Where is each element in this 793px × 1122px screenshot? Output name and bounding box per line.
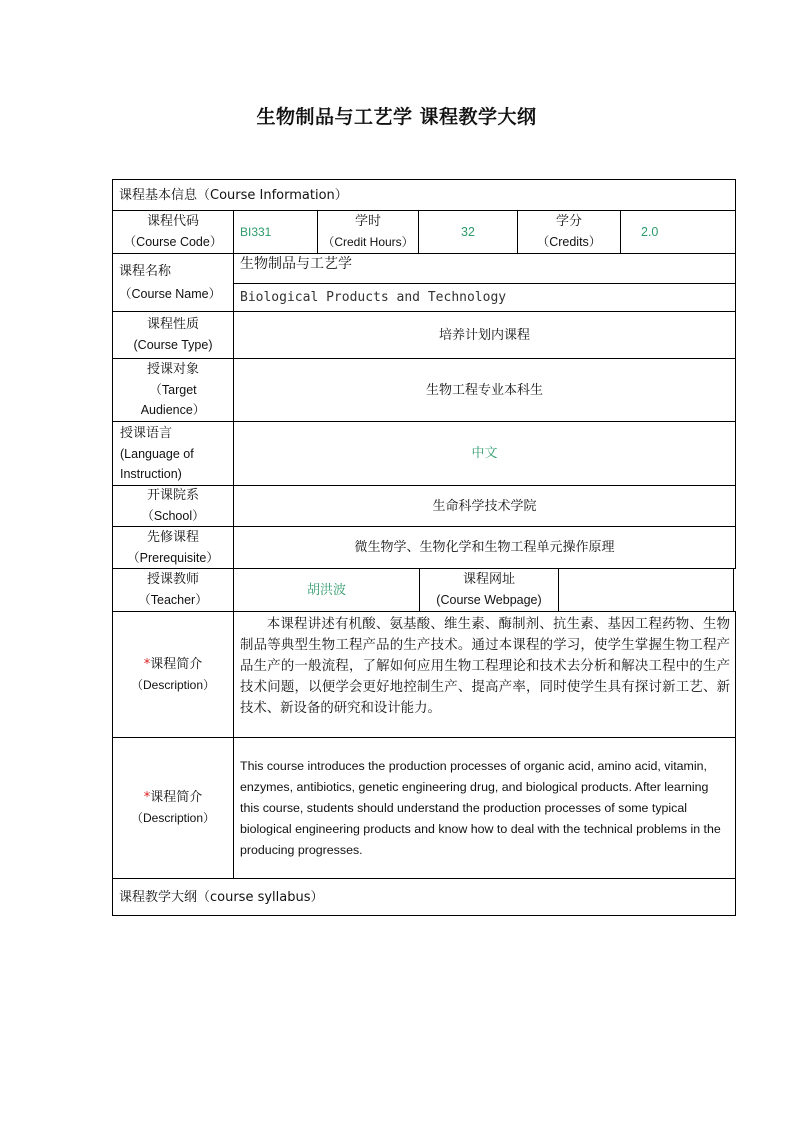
description-cn-label-cell — [112, 611, 234, 738]
hours-label-cell — [317, 210, 419, 254]
teacher-value: 胡洪波 — [306, 582, 346, 598]
language-value: 中文 — [471, 446, 498, 461]
type-label-cn: 课程性质 — [146, 317, 199, 332]
description-en-label-en: （Description） — [130, 811, 216, 825]
school-value: 生命科学技术学院 — [432, 498, 537, 514]
credit-hours-value: 32 — [461, 224, 475, 239]
hours-value-cell — [418, 210, 518, 254]
description-cn-text: 本课程讲述有机酸、氨基酸、维生素、酶制剂、抗生素、基因工程药物、生物制品等典型生物工程产品的生产技术。通过本课程的学习，使学生掌握生物工程产品生产的一般流程，了解如何应用生物工程理论和技术去分析和解决工程中的生产技术问题，以便学会更好地控制生产、提高产率，同时使学生具有探讨新工艺、新技术、新设备的研究和设计能力。 — [240, 617, 730, 716]
name-label-cell — [112, 253, 234, 312]
language-label-en1: (Language of — [120, 446, 194, 461]
syllabus-header-cell — [112, 878, 736, 916]
syllabus-header-text: 课程教学大纲（course syllabus） — [119, 889, 324, 905]
language-label-cn: 授课语言 — [120, 425, 173, 441]
course-info-header — [112, 179, 736, 211]
credits-value-cell — [620, 210, 736, 254]
webpage-label-cell — [419, 568, 559, 612]
prerequisite-label-en: （Prerequisite） — [127, 550, 219, 565]
teacher-value-cell — [233, 568, 420, 612]
code-value-cell — [233, 210, 318, 254]
prerequisite-label-cell — [112, 526, 234, 569]
type-label-cell — [112, 311, 234, 359]
required-star: * — [143, 790, 151, 805]
audience-label-en2: Audience） — [140, 403, 206, 417]
school-label-cell — [112, 485, 234, 527]
course-info-header-text: 课程基本信息（Course Information） — [119, 187, 348, 203]
name-label-en: （Course Name） — [119, 286, 222, 301]
prerequisite-value-cell — [233, 526, 736, 569]
teacher-label-cell — [112, 568, 234, 612]
prerequisite-value: 微生物学、生物化学和生物工程单元操作原理 — [354, 540, 615, 555]
code-label-cell — [112, 210, 234, 254]
teacher-label-cn: 授课教师 — [146, 572, 199, 587]
prerequisite-label-cn: 先修课程 — [146, 529, 199, 545]
description-cn-label-cn: 课程简介 — [150, 656, 203, 672]
language-label-cell — [112, 421, 234, 486]
description-en-label-cn: 课程简介 — [150, 790, 203, 805]
description-en-text: This course introduces the production processes of organic acid, amino acid, vitamin, enzymes, antibiotics, genetic engineering drug, and biological products. After learning this course, students should understand the production processes of some typical biological engineering products and know how to deal with the technical problems in the producing progresses. — [240, 758, 721, 857]
description-en-value-cell — [233, 737, 736, 879]
name-label-cn: 课程名称 — [119, 263, 172, 279]
credits-label-en: （Credits） — [536, 235, 602, 249]
credits-value: 2.0 — [641, 224, 659, 239]
description-cn-label-en: （Description） — [130, 677, 216, 692]
audience-label-cn: 授课对象 — [146, 362, 199, 377]
language-label-en2: Instruction) — [120, 466, 182, 481]
webpage-label-en: (Course Webpage) — [436, 593, 542, 607]
language-value-cell — [233, 421, 736, 486]
credits-label-cell — [517, 210, 621, 254]
type-value-cell — [233, 311, 736, 359]
name-cn-cell — [233, 253, 736, 284]
hours-label-en: （Credit Hours） — [322, 235, 414, 249]
course-code-value: BI331 — [240, 224, 272, 239]
course-type-value: 培养计划内课程 — [438, 327, 530, 343]
webpage-value-cell — [558, 568, 734, 612]
description-cn-value-cell — [233, 611, 736, 738]
type-label-en: (Course Type) — [133, 338, 213, 352]
audience-value-cell — [233, 358, 736, 422]
page-title: 生物制品与工艺学 课程教学大纲 — [256, 106, 537, 128]
audience-label-en1: （Target — [149, 383, 197, 397]
code-label-cn: 课程代码 — [146, 214, 199, 229]
school-label-en: （School） — [141, 509, 205, 523]
teacher-label-en: （Teacher） — [138, 593, 208, 607]
code-label-en: （Course Code） — [123, 235, 223, 249]
hours-label-cn: 学时 — [354, 214, 381, 229]
webpage-label-cn: 课程网址 — [462, 572, 515, 587]
course-name-cn: 生物制品与工艺学 — [240, 256, 352, 272]
school-value-cell — [233, 485, 736, 527]
course-name-en: Biological Products and Technology — [240, 290, 507, 305]
credits-label-cn: 学分 — [555, 214, 582, 229]
audience-label-cell — [112, 358, 234, 422]
required-star: * — [143, 656, 151, 672]
name-en-cell — [233, 283, 736, 312]
description-en-label-cell — [112, 737, 234, 879]
school-label-cn: 开课院系 — [146, 488, 199, 503]
target-audience-value: 生物工程专业本科生 — [425, 382, 543, 398]
